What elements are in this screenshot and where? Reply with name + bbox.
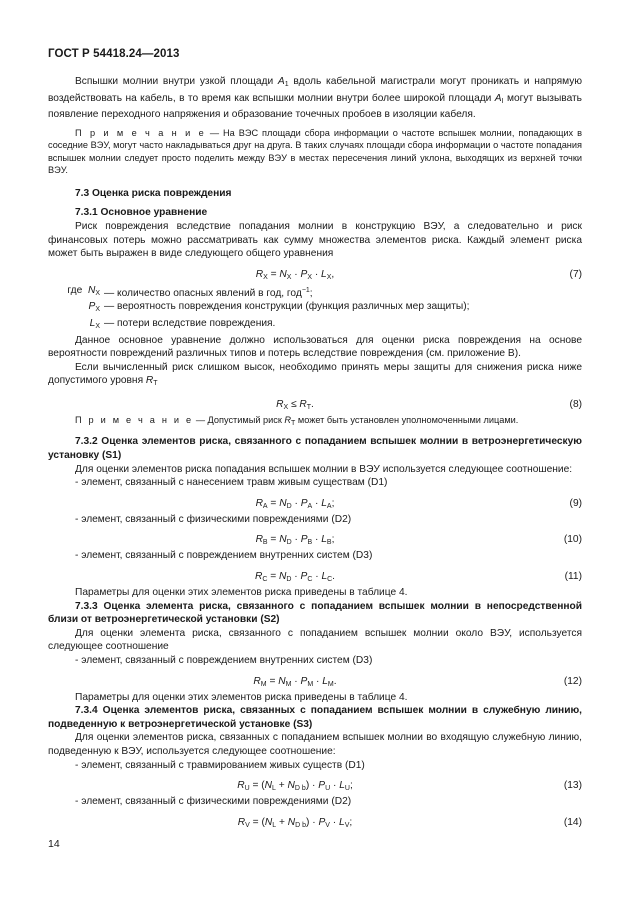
equation-10: $R_B = N_D \cdot P_B \cdot L_B$; (10) — [255, 534, 582, 547]
page-content — [48, 75, 582, 832]
equation-number: (8) — [569, 398, 582, 410]
s2-item: - элемент, связанный с повреждением внутренних систем (D3) $R_M = N_M \cdot P_M \cdot L_M$. (12) — [48, 654, 582, 691]
equation-number: (9) — [569, 497, 582, 509]
equation-number: (14) — [563, 816, 582, 828]
s1-item: - элемент, связанный с физическими повреждениями (D2) $R_B = N_D \cdot P_B \cdot L_B$; (10) — [48, 513, 582, 550]
note-collection-areas: П р и м е ч а н и е — На ВЭС площади сбора информации о частоте вспышек молнии, попадающих в соседние ВЭУ, могут часто накладываться друг на друга. В таких случаях площади сбора информации о частоте попадания вспышек молнии следует просто поделить между ВЭУ в местах пересечения линий уклона, выходящих из верхней точки ВЭУ. — [48, 127, 582, 176]
section-7-3-4-title: 7.3.4 Оценка элементов риска, связанных с попаданием вспышек молнии в служебную линию, подведенную к ветроэнергетической установке (S3) — [48, 705, 582, 730]
page-number: 14 — [48, 838, 60, 850]
section-7-3-1-title: 7.3.1 Основное уравнение — [75, 207, 208, 219]
paragraph-lightning-areas: Вспышки молнии внутри узкой площади $A_1$ вдоль кабельной магистрали могут проникать и напрямую воздействовать на кабель, в то время как вспышки молнии внутри более широкой площади $A_I$ могут вызывать появление переходного напряжения и образование точечных пробоев в изоляции кабеля. — [48, 76, 582, 121]
equation-14: $R_V = (N_L + N_{D b}) \cdot P_V \cdot L_V$; (14) — [237, 816, 582, 829]
paragraph-table-4-ref: Параметры для оценки этих элементов риска приведены в таблице 4. — [75, 586, 408, 598]
section-7-3-title: 7.3 Оценка риска повреждения — [75, 187, 232, 199]
section-7-3-2-title: 7.3.2 Оценка элементов риска, связанного с попаданием вспышек молнии в ветроэнергетическую установку (S1) — [48, 436, 582, 461]
equation-number: (7) — [569, 268, 582, 280]
definition-row: где $N_X$ — количество опасных явлений в год, год$^{-1}$; — [67, 284, 313, 299]
definition-row: $P_X$ — вероятность повреждения конструкции (функция различных мер защиты); — [88, 301, 470, 314]
s3-item: - элемент, связанный с физическими повреждениями (D2) $R_V = (N_L + N_{D b}) \cdot P_V \cdot L_V$; (14) — [48, 795, 582, 832]
paragraph-basic-equation-usage: Данное основное уравнение должно использоваться для оценки риска повреждения на основе вероятности повреждений различных типов и потерь вследствие повреждения (см. приложение В). — [48, 334, 582, 360]
paragraph-s3-intro: Для оценки элементов риска, связанных с попаданием вспышек молнии во входящую служебную линию, подведенную к ВЭУ, используется следующее соотношение: — [48, 732, 582, 757]
equation-8: $R_X \le R_T$. (8) — [276, 398, 582, 411]
equation-number: (12) — [563, 675, 582, 687]
s1-item: - элемент, связанный с нанесением травм живым существам (D1) $R_A = N_D \cdot P_A \cdot L_A$; (9) — [48, 476, 582, 513]
paragraph-risk-sum: Риск повреждения вследствие попадания молнии в конструкцию ВЭУ, а следовательно и риск финансовых потерь можно рассматривать как сумму множества элементов риска. Каждый элемент риска может быть выражен в виде следующего общего уравнения — [48, 220, 582, 260]
note-tolerable-risk: П р и м е ч а н и е — Допустимый риск $R_T$ может быть установлен уполномоченными лицами. — [75, 414, 519, 427]
definition-row: $L_X$ — потери вследствие повреждения. — [89, 317, 276, 330]
paragraph-s1-intro: Для оценки элементов риска попадания вспышек молнии в ВЭУ используется следующее соотношение: — [75, 463, 573, 475]
paragraph-risk-too-high: Если вычисленный риск слишком высок, необходимо принять меры защиты для снижения риска ниже допустимого уровня $R_T$ — [48, 361, 582, 388]
standard-header: ГОСТ Р 54418.24—2013 — [48, 48, 180, 60]
equation-9: $R_A = N_D \cdot P_A \cdot L_A$; (9) — [255, 497, 582, 510]
paragraph-s2-intro: Для оценки элемента риска, связанного с попаданием вспышек молнии около ВЭУ, используется следующее соотношение — [48, 627, 582, 653]
paragraph-table-4-ref: Параметры для оценки этих элементов риска приведены в таблице 4. — [75, 691, 408, 703]
equation-number: (11) — [564, 570, 582, 582]
equation-number: (10) — [563, 534, 582, 546]
equation-13: $R_U = (N_L + N_{D b}) \cdot P_U \cdot L_U$; (13) — [237, 780, 582, 793]
section-7-3-3-title: 7.3.3 Оценка элемента риска, связанного с попаданием вспышек молнии в непосредственной близи от ветроэнергетической установки (S2) — [48, 600, 582, 626]
s1-item: - элемент, связанный с повреждением внутренних систем (D3) $R_C = N_D \cdot P_C \cdot L_C$. (11) — [48, 549, 582, 586]
equation-12: $R_M = N_M \cdot P_M \cdot L_M$. (12) — [253, 675, 582, 688]
equation-7: $R_X = N_X \cdot P_X \cdot L_X$, (7) — [255, 268, 582, 281]
equation-number: (13) — [563, 780, 582, 792]
equation-11: $R_C = N_D \cdot P_C \cdot L_C$. (11) — [254, 570, 582, 583]
s3-item: - элемент, связанный с травмированием живых существ (D1) $R_U = (N_L + N_{D b}) \cdot P_U \cdot L_U$; (13) — [48, 759, 582, 796]
